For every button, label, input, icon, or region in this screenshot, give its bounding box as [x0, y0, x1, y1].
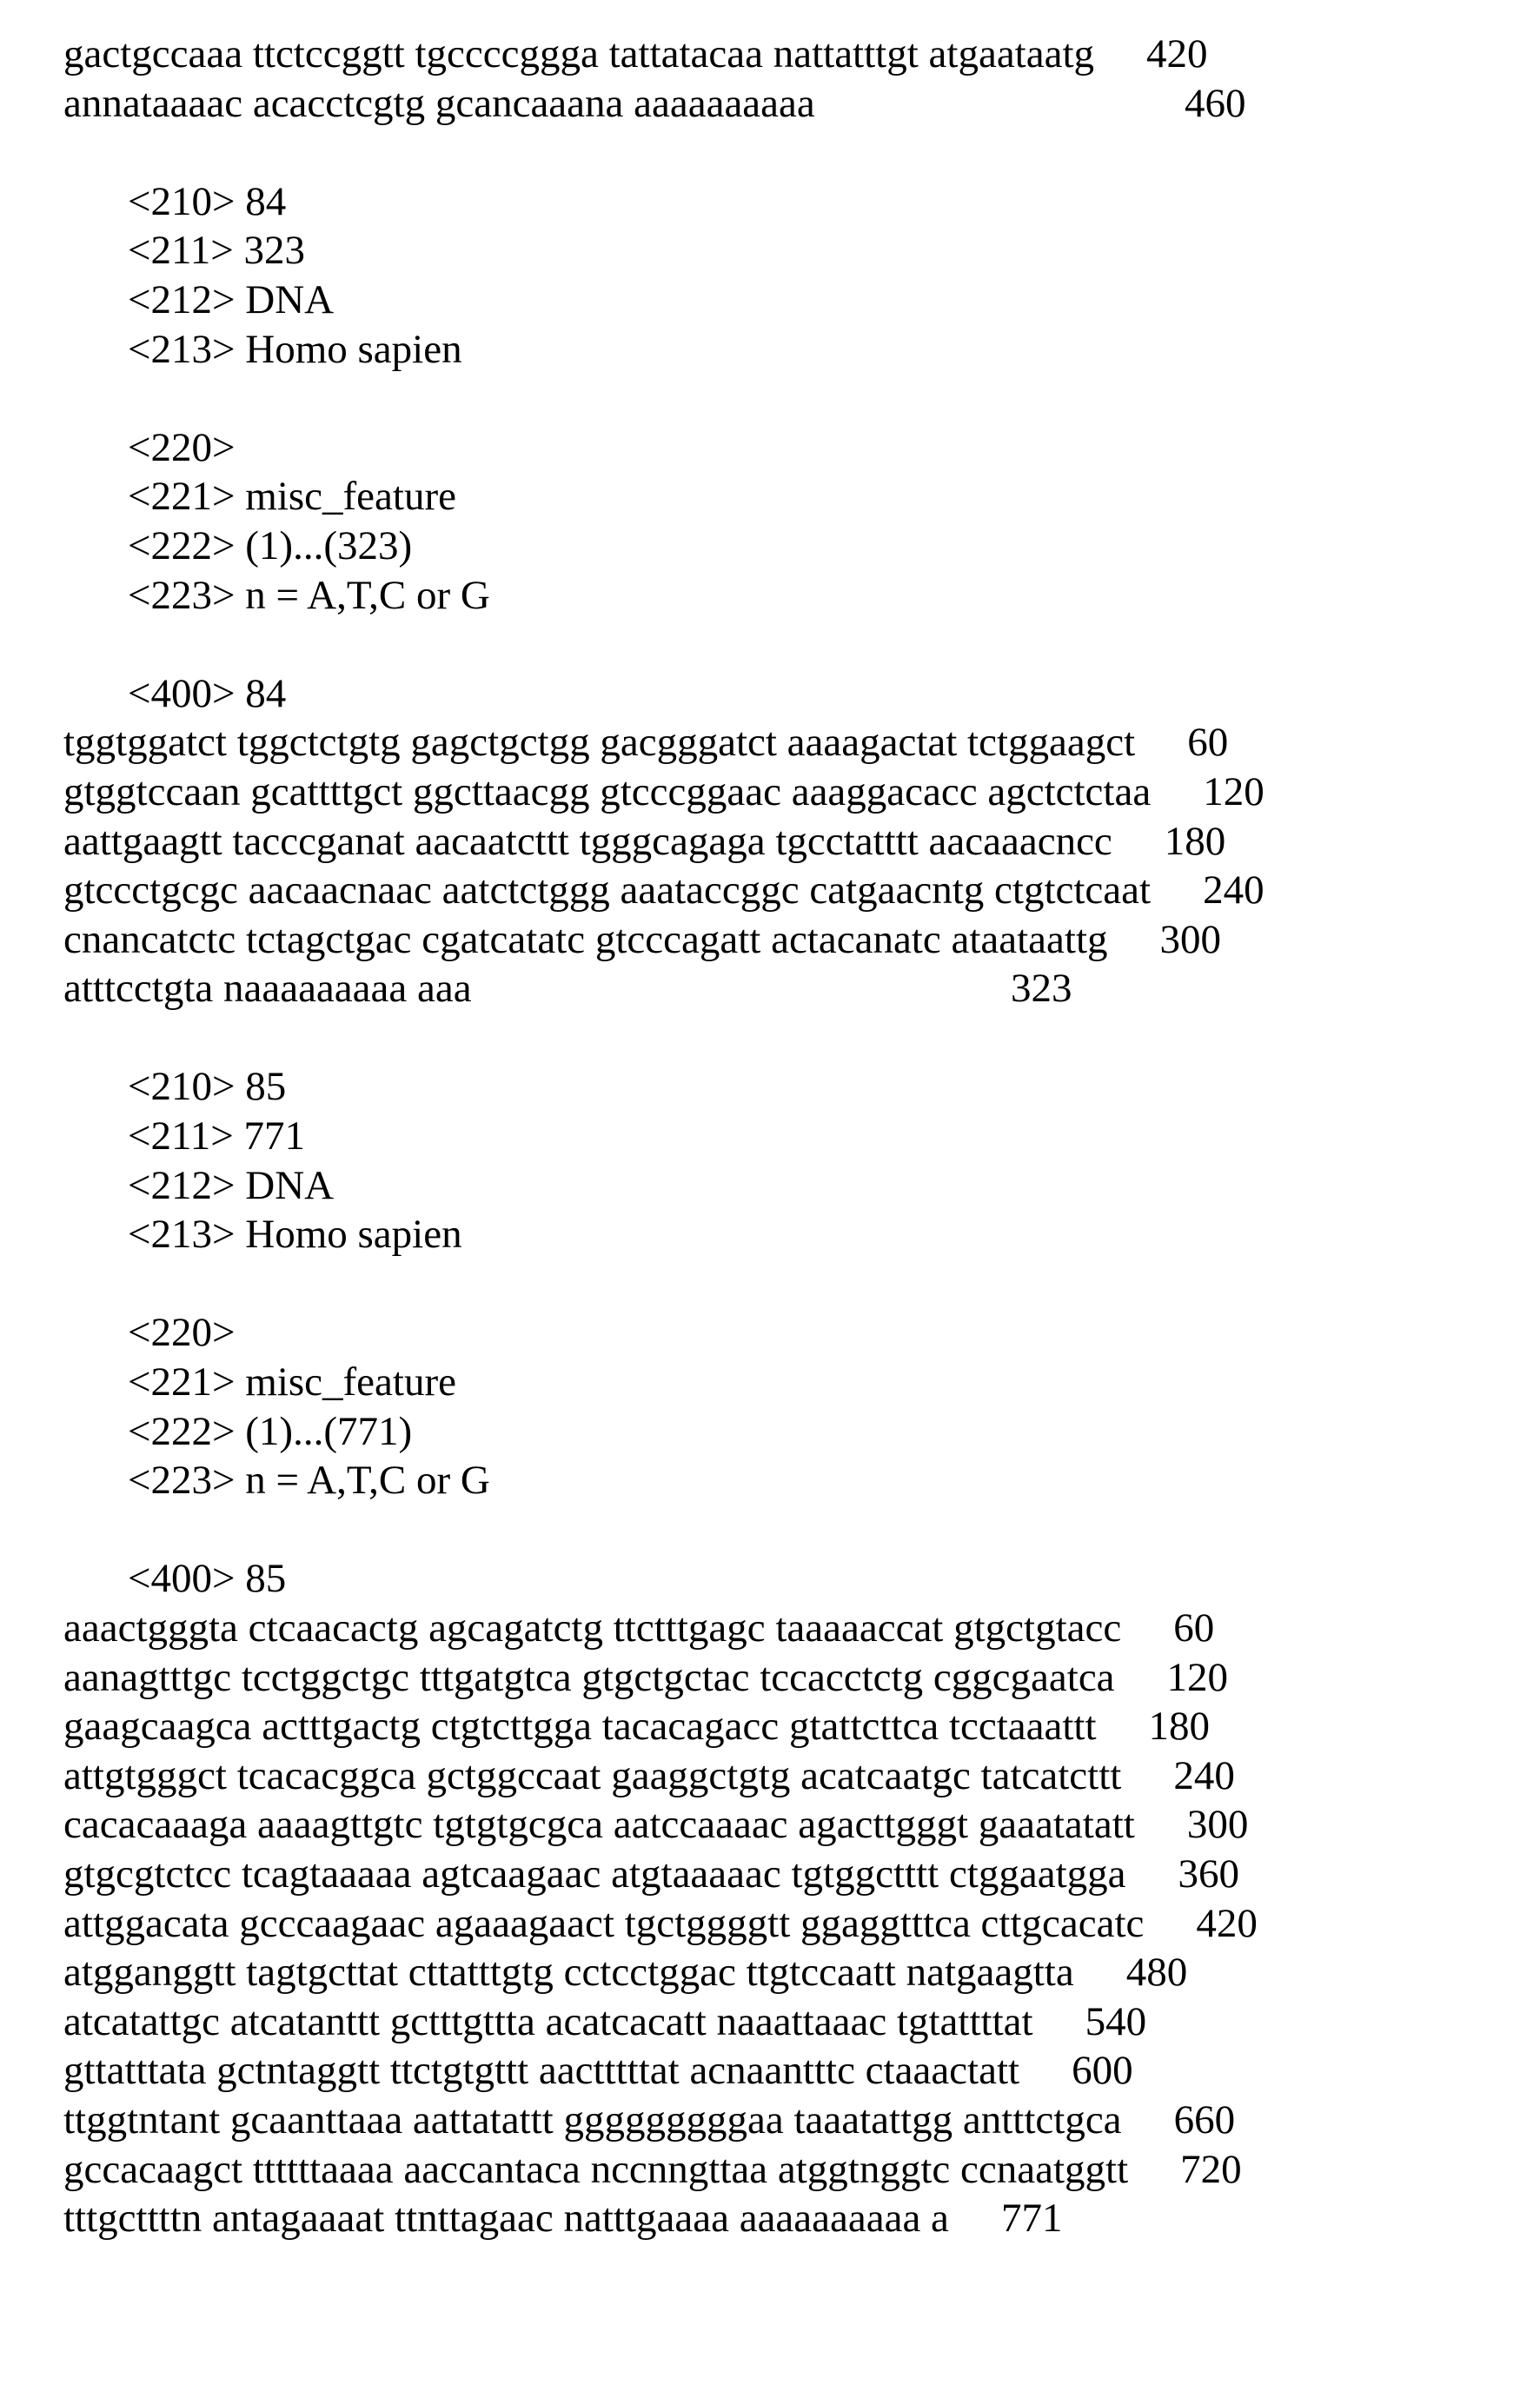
- position-number: 660: [1174, 2096, 1236, 2145]
- sequence-line: [63, 2096, 1151, 2145]
- position-number: 720: [1180, 2145, 1242, 2195]
- header-line: <213> Homo sapien: [63, 1210, 1151, 1259]
- sequence-text: gtccctgcgc aacaacnaac aatctctggg aaataccggc catgaacntg ctgtctcaat: [63, 866, 1151, 915]
- sequence-line: [63, 1850, 1151, 1899]
- sequence-text: aaactgggta ctcaacactg agcagatctg ttctttgagc taaaaaccat gtgctgtacc: [63, 1604, 1121, 1653]
- blank-line: [63, 620, 1151, 669]
- sequence-line: [63, 1604, 1151, 1653]
- position-number: 120: [1203, 767, 1265, 817]
- sequence-line: [63, 1653, 1151, 1703]
- sequence-line: [63, 1997, 1151, 2047]
- sequence-text: gactgccaaa ttctccggtt tgccccggga tattatacaa nattatttgt atgaataatg: [63, 30, 1094, 79]
- sequence-label: <400> 85: [63, 1554, 1151, 1604]
- sequence-line: [63, 1751, 1151, 1801]
- feature-line: <221> misc_feature: [63, 472, 1151, 522]
- feature-line: <223> n = A,T,C or G: [63, 1456, 1151, 1505]
- sequence-listing-page: [63, 30, 1151, 2243]
- position-number: 771: [1001, 2194, 1063, 2243]
- sequence-line: [63, 915, 1151, 965]
- sequence-text: gaagcaagca actttgactg ctgtcttgga tacacagacc gtattcttca tcctaaattt: [63, 1702, 1097, 1751]
- position-number: 600: [1072, 2046, 1133, 2096]
- header-line: <213> Homo sapien: [63, 325, 1151, 375]
- sequence-text: gtgcgtctcc tcagtaaaaa agtcaagaac atgtaaaaac tgtggctttt ctggaatgga: [63, 1850, 1126, 1899]
- blank-line: [63, 1505, 1151, 1555]
- position-number: 180: [1149, 1702, 1211, 1751]
- sequence-line: [63, 767, 1151, 817]
- position-number: 323: [1011, 964, 1072, 1013]
- sequence-text: ttggtntant gcaanttaaa aattatattt gggggggggaa taaatattgg antttctgca: [63, 2096, 1122, 2145]
- blank-line: [63, 1259, 1151, 1309]
- header-line: <210> 84: [63, 177, 1151, 227]
- position-number: 480: [1126, 1948, 1188, 1997]
- sequence-line: [63, 1702, 1151, 1751]
- sequence-text: atgganggtt tagtgcttat cttatttgtg cctcctggac ttgtccaatt natgaagtta: [63, 1948, 1074, 1997]
- header-line: <212> DNA: [63, 1161, 1151, 1211]
- sequence-text: atttcctgta naaaaaaaaa aaa: [63, 964, 472, 1013]
- position-number: 360: [1178, 1850, 1240, 1899]
- feature-line: <220>: [63, 423, 1151, 473]
- sequence-text: aanagtttgc tcctggctgc tttgatgtca gtgctgctac tccacctctg cggcgaatca: [63, 1653, 1115, 1703]
- header-line: <210> 85: [63, 1062, 1151, 1112]
- position-number: 300: [1187, 1800, 1249, 1850]
- sequence-text: atcatattgc atcatanttt gctttgttta acatcacatt naaattaaac tgtattttat: [63, 1997, 1033, 2047]
- sequence-line: [63, 964, 1151, 1013]
- sequence-text: gccacaagct ttttttaaaa aaccantaca nccnngttaa atggtnggtc ccnaatggtt: [63, 2145, 1128, 2195]
- feature-line: <223> n = A,T,C or G: [63, 571, 1151, 621]
- blank-line: [63, 128, 1151, 177]
- position-number: 300: [1160, 915, 1222, 965]
- sequence-text: gtggtccaan gcattttgct ggcttaacgg gtcccggaac aaaggacacc agctctctaa: [63, 767, 1151, 817]
- position-number: 60: [1187, 718, 1228, 767]
- sequence-text: annataaaac acacctcgtg gcancaaana aaaaaaaaaa: [63, 79, 815, 129]
- feature-line: <222> (1)...(323): [63, 522, 1151, 571]
- sequence-text: tttgcttttn antagaaaat ttnttagaac natttgaaaa aaaaaaaaaa a: [63, 2194, 949, 2243]
- position-number: 460: [1185, 79, 1246, 129]
- sequence-line: [63, 817, 1151, 867]
- sequence-line: [63, 1899, 1151, 1949]
- position-number: 240: [1203, 866, 1265, 915]
- position-number: 420: [1146, 30, 1208, 79]
- feature-line: <222> (1)...(771): [63, 1407, 1151, 1457]
- sequence-text: attggacata gcccaagaac agaaagaact tgctggggtt ggaggtttca cttgcacatc: [63, 1899, 1144, 1949]
- sequence-line: [63, 2194, 1151, 2243]
- blank-line: [63, 374, 1151, 423]
- position-number: 120: [1167, 1653, 1229, 1703]
- feature-line: <221> misc_feature: [63, 1358, 1151, 1407]
- position-number: 420: [1196, 1899, 1258, 1949]
- sequence-text: attgtgggct tcacacggca gctggccaat gaaggctgtg acatcaatgc tatcatcttt: [63, 1751, 1121, 1801]
- sequence-line: [63, 79, 1151, 129]
- sequence-line: [63, 30, 1151, 79]
- position-number: 60: [1173, 1604, 1214, 1653]
- sequence-line: [63, 1948, 1151, 1997]
- sequence-text: aattgaagtt tacccganat aacaatcttt tgggcagaga tgcctatttt aacaaacncc: [63, 817, 1112, 867]
- sequence-text: gttatttata gctntaggtt ttctgtgttt aactttttat acnaantttc ctaaactatt: [63, 2046, 1019, 2096]
- sequence-label: <400> 84: [63, 669, 1151, 719]
- sequence-line: [63, 2145, 1151, 2195]
- blank-line: [63, 1013, 1151, 1063]
- feature-line: <220>: [63, 1308, 1151, 1358]
- header-line: <211> 323: [63, 226, 1151, 276]
- position-number: 240: [1173, 1751, 1235, 1801]
- sequence-line: [63, 866, 1151, 915]
- position-number: 180: [1165, 817, 1226, 867]
- sequence-line: [63, 2046, 1151, 2096]
- sequence-text: cacacaaaga aaaagttgtc tgtgtgcgca aatccaaaac agacttgggt gaaatatatt: [63, 1800, 1135, 1850]
- header-line: <211> 771: [63, 1112, 1151, 1161]
- sequence-line: [63, 1800, 1151, 1850]
- sequence-text: tggtggatct tggctctgtg gagctgctgg gacgggatct aaaagactat tctggaagct: [63, 718, 1135, 767]
- header-line: <212> DNA: [63, 276, 1151, 325]
- sequence-line: [63, 718, 1151, 767]
- sequence-text: cnancatctc tctagctgac cgatcatatc gtcccagatt actacanatc ataataattg: [63, 915, 1108, 965]
- position-number: 540: [1085, 1997, 1147, 2047]
